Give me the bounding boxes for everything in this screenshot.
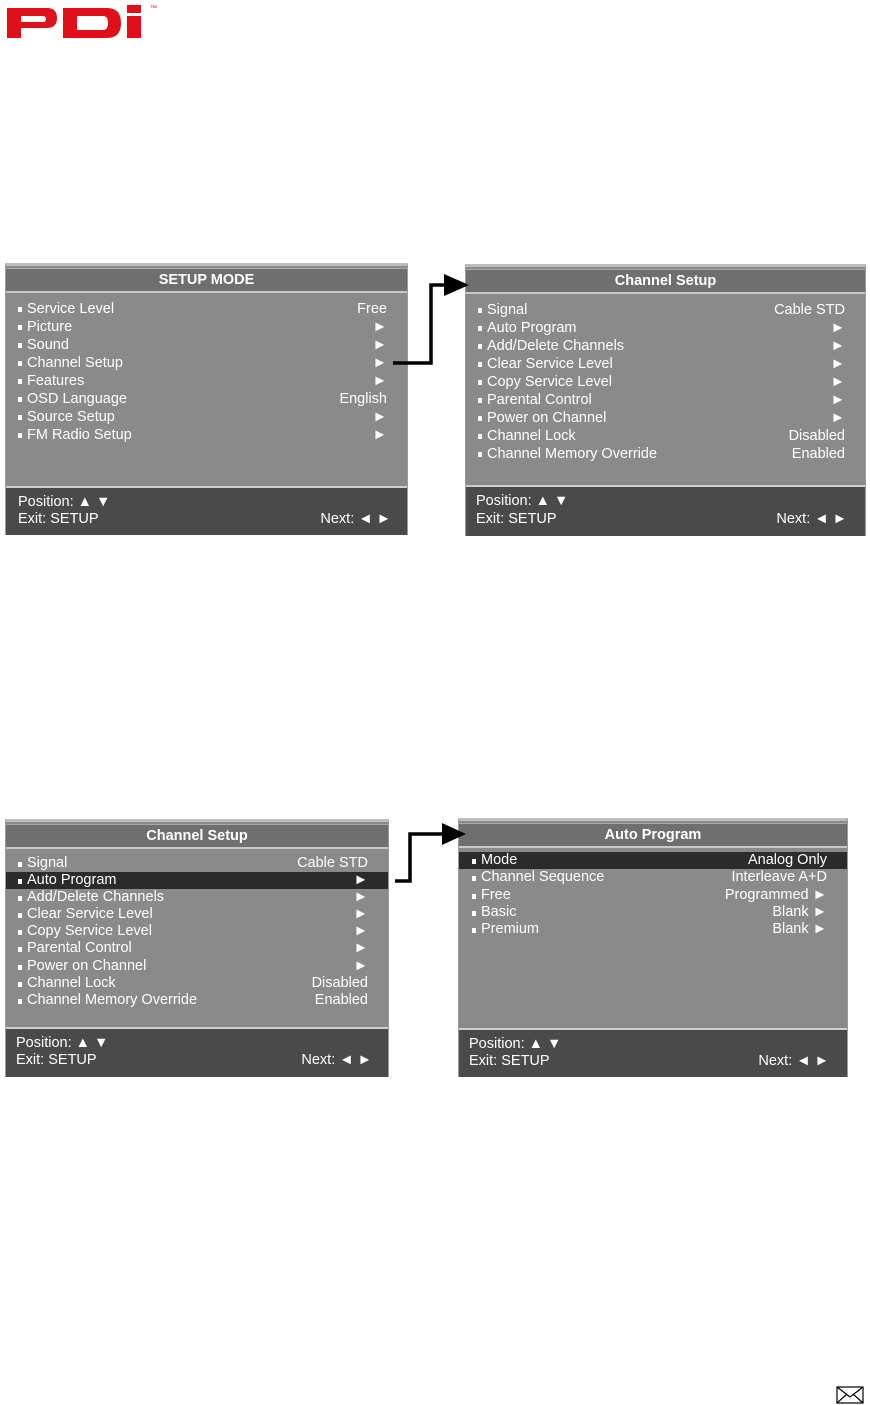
channel-setup-panel-top [465,264,866,536]
menu-item[interactable] [459,869,847,886]
menu-item-value: English [339,391,387,407]
bullet-icon [478,452,482,457]
menu-item-value: ► [353,889,368,906]
menu-item[interactable] [459,852,847,869]
position-hint: Position: ▲ ▼ [16,1035,109,1051]
menu-item[interactable] [6,408,407,426]
menu-item[interactable] [466,355,865,373]
bullet-icon [18,862,22,867]
menu-item-value: Blank ► [772,921,827,938]
menu-item[interactable] [466,445,865,463]
menu-item[interactable] [466,427,865,445]
menu-item-value: ► [353,872,368,889]
bullet-icon [18,361,22,366]
bullet-icon [18,433,22,438]
mail-icon[interactable] [836,1386,864,1404]
bullet-icon [18,947,22,952]
menu-item[interactable] [466,301,865,319]
pdi-logo [5,2,165,42]
panel-footer [6,1027,388,1077]
bullet-icon [18,343,22,348]
menu-item-value: ► [372,409,387,425]
menu-item[interactable] [6,992,388,1009]
bullet-icon [18,307,22,312]
bullet-icon [478,362,482,367]
menu-item-label: Parental Control [487,392,592,408]
arrow-connector-icon [392,818,468,888]
bullet-icon [18,982,22,987]
menu-item-label: Service Level [27,301,115,317]
menu-item[interactable] [459,921,847,938]
bullet-icon [18,415,22,420]
menu-item-label: Add/Delete Channels [27,889,165,906]
menu-item[interactable] [6,958,388,975]
menu-item-value: ► [353,923,368,940]
menu-item-label: Free [481,886,511,903]
menu-item-label: Clear Service Level [487,356,613,372]
menu-item-label: Basic [481,903,517,920]
menu-item[interactable] [6,336,407,354]
bullet-icon [18,965,22,970]
menu-item-label: Signal [487,302,528,318]
menu-item[interactable] [459,887,847,904]
menu-item-value: ► [830,392,845,408]
bullet-icon [478,434,482,439]
menu-item-label: Power on Channel [487,410,607,426]
menu-item[interactable] [6,923,388,940]
bullet-icon [18,397,22,402]
exit-hint: Exit: SETUP [476,511,557,527]
menu-item-value: ► [830,356,845,372]
panel-title: Auto Program [459,823,847,848]
menu-item-value: Blank ► [772,903,827,920]
menu-item-value: ► [353,906,368,923]
menu-item-label: Channel Lock [487,428,576,444]
setup-mode-menu [6,300,407,444]
panel-title: Channel Setup [6,824,388,849]
next-hint: Next: ◄ ► [301,1052,372,1068]
menu-item-value: Cable STD [774,302,845,318]
menu-item-label: Channel Setup [27,355,123,371]
channel-setup-menu [466,301,865,463]
trademark-mark: ™ [150,5,157,12]
bullet-icon [472,894,476,899]
next-hint: Next: ◄ ► [320,511,391,527]
bullet-icon [478,326,482,331]
menu-item-value: Disabled [311,974,368,991]
bullet-icon [18,913,22,918]
menu-item[interactable] [466,391,865,409]
menu-item-label: Power on Channel [27,957,147,974]
menu-item[interactable] [6,975,388,992]
exit-hint: Exit: SETUP [16,1052,97,1068]
bullet-icon [478,398,482,403]
menu-item-label: Copy Service Level [27,923,152,940]
menu-item-value: Enabled [791,446,845,462]
exit-hint: Exit: SETUP [469,1053,550,1069]
menu-item-value: ► [353,957,368,974]
menu-item[interactable] [6,889,388,906]
menu-item-value: Cable STD [297,855,368,871]
menu-item[interactable] [6,354,407,372]
menu-item-value: Interleave A+D [731,869,827,886]
menu-item[interactable] [466,409,865,427]
auto-program-menu [459,852,847,938]
channel-setup-panel-bottom [5,819,389,1077]
bullet-icon [472,928,476,933]
menu-item-label: Signal [27,855,68,871]
menu-item-value: Enabled [314,991,368,1008]
menu-item-label: Copy Service Level [487,374,612,390]
menu-item[interactable] [466,373,865,391]
menu-item-value: Free [357,301,387,317]
position-hint: Position: ▲ ▼ [469,1036,562,1052]
menu-item-label: FM Radio Setup [27,427,132,443]
menu-item-label: Channel Memory Override [487,446,658,462]
menu-item-value: ► [372,427,387,443]
menu-item-label: Auto Program [487,320,577,336]
menu-item-label: Clear Service Level [27,906,153,923]
next-hint: Next: ◄ ► [758,1053,829,1069]
menu-item-label: Channel Sequence [481,869,605,886]
bullet-icon [472,859,476,864]
bullet-icon [478,380,482,385]
menu-item-label: Mode [481,852,518,868]
menu-item-label: Channel Memory Override [27,991,198,1008]
setup-mode-panel [5,263,408,535]
menu-item-label: Sound [27,337,69,353]
menu-item-value: ► [372,337,387,353]
menu-item[interactable] [6,426,407,444]
menu-item-value: ► [372,373,387,389]
panel-footer [459,1028,847,1077]
menu-item-value: Analog Only [748,852,827,868]
menu-item-value: ► [353,940,368,957]
menu-item[interactable] [6,940,388,957]
menu-item-label: Picture [27,319,73,335]
menu-item[interactable] [6,906,388,923]
panel-title: Channel Setup [466,269,865,294]
exit-hint: Exit: SETUP [18,511,99,527]
menu-item[interactable] [6,318,407,336]
position-hint: Position: ▲ ▼ [476,493,569,509]
auto-program-panel [458,818,848,1077]
bullet-icon [478,416,482,421]
menu-item-label: OSD Language [27,391,127,407]
menu-item-label: Parental Control [27,940,132,957]
bullet-icon [18,930,22,935]
panel-title: SETUP MODE [6,268,407,293]
menu-item-label: Premium [481,921,540,938]
menu-item[interactable] [6,390,407,408]
menu-item-value: Disabled [788,428,845,444]
menu-item-label: Auto Program [27,872,117,889]
menu-item[interactable] [6,872,388,889]
menu-item-value: ► [372,355,387,371]
menu-item-label: Channel Lock [27,974,116,991]
menu-item[interactable] [459,904,847,921]
menu-item-label: Add/Delete Channels [487,338,625,354]
panel-footer [466,485,865,536]
menu-item[interactable] [466,319,865,337]
bullet-icon [472,911,476,916]
menu-item-value: ► [830,374,845,390]
bullet-icon [478,344,482,349]
bullet-icon [18,999,22,1004]
menu-item[interactable] [466,337,865,355]
menu-item-value: Programmed ► [724,886,827,903]
bullet-icon [478,308,482,313]
panel-footer [6,486,407,535]
bullet-icon [472,876,476,881]
menu-item-value: ► [372,319,387,335]
bullet-icon [18,325,22,330]
menu-item-value: ► [830,410,845,426]
bullet-icon [18,896,22,901]
channel-setup-menu [6,855,388,1009]
menu-item-value: ► [830,320,845,336]
bullet-icon [18,879,22,884]
arrow-connector-icon [390,268,472,372]
menu-item[interactable] [6,372,407,390]
next-hint: Next: ◄ ► [776,511,847,527]
menu-item-value: ► [830,338,845,354]
menu-item-label: Source Setup [27,409,115,425]
menu-item[interactable] [6,300,407,318]
position-hint: Position: ▲ ▼ [18,494,111,510]
bullet-icon [18,379,22,384]
menu-item-label: Features [27,373,85,389]
menu-item[interactable] [6,855,388,872]
